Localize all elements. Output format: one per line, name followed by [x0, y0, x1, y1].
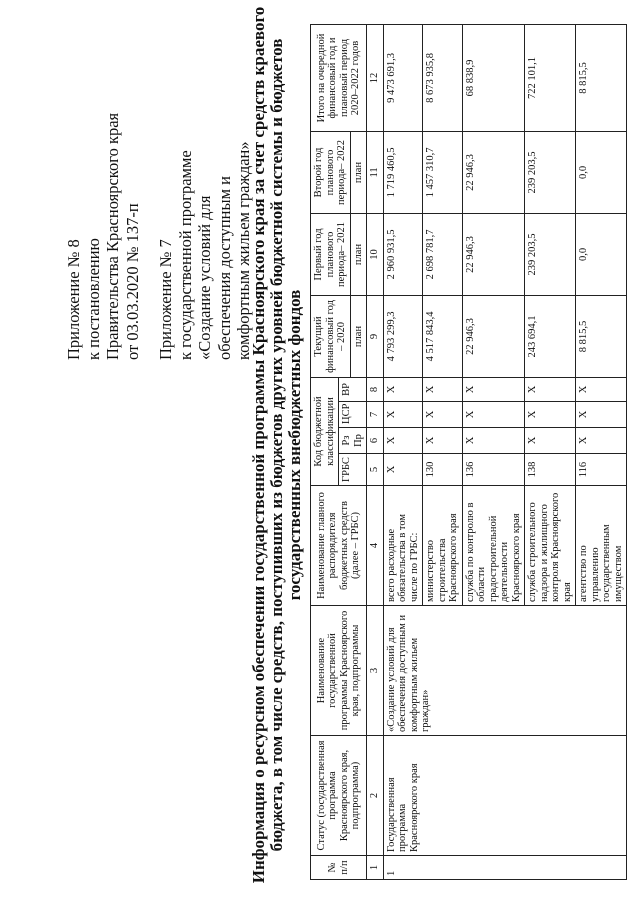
header-no: № п/п [311, 856, 367, 880]
grbs-code: X [383, 454, 423, 486]
appendix7-line: к государственной программе [175, 150, 195, 360]
header-program-name: Наименование государственной программы Красноярского края, подпрограммы [311, 606, 367, 736]
value-total: 722 101,1 [525, 24, 576, 131]
vr-code: X [576, 377, 627, 401]
grbs-name: министерство строительства Красноярского края [423, 486, 463, 606]
vr-code: X [525, 377, 576, 401]
colnum: 7 [367, 402, 384, 428]
grbs-code: 138 [525, 454, 576, 486]
header-status: Статус (государственная программа Красноярского края, подпрограмма) [311, 736, 367, 856]
value-total: 68 838,9 [462, 24, 525, 131]
grbs-name: служба по контролю в области градостроительной деятельности Красноярского края [462, 486, 525, 606]
value-2022: 1 719 460,5 [383, 131, 423, 213]
rzpr-code: X [383, 428, 423, 454]
row-program: «Создание условий для обеспечения доступным и комфортным жильем граждан» [383, 606, 627, 736]
value-total: 9 473 691,3 [383, 24, 423, 131]
header-second-plan-year: Второй год планового периода– 2022 [311, 131, 351, 213]
value-2022: 0,0 [576, 131, 627, 213]
csr-code: X [576, 402, 627, 428]
value-2022: 22 946,3 [462, 131, 525, 213]
header-row [311, 24, 339, 879]
value-2022: 1 457 310,7 [423, 131, 463, 213]
value-2020: 243 694,1 [525, 295, 576, 377]
value-2021: 0,0 [576, 213, 627, 295]
appendix8-line: от 03.03.2020 № 137-п [122, 203, 142, 360]
header-rzpr: Рз Пр [339, 428, 367, 454]
header-csr: ЦСР [339, 402, 367, 428]
header-first-plan-year: Первый год планового периода– 2021 [311, 213, 351, 295]
grbs-code: 136 [462, 454, 525, 486]
document-title [250, 5, 304, 885]
colnum: 5 [367, 454, 384, 486]
appendix7-line: обеспечения доступным и [214, 176, 234, 360]
colnum: 2 [367, 736, 384, 856]
header-code-group: Код бюджетной классификации [311, 377, 339, 485]
header-right [64, 20, 254, 360]
csr-code: X [462, 402, 525, 428]
rzpr-code: X [576, 428, 627, 454]
colnum: 10 [367, 213, 384, 295]
value-2020: 4 793 299,3 [383, 295, 423, 377]
value-2021: 2 698 781,7 [423, 213, 463, 295]
appendix8-title: Приложение № 8 [64, 239, 83, 360]
value-total: 8 673 935,8 [423, 24, 463, 131]
value-2021: 22 946,3 [462, 213, 525, 295]
value-2021: 239 203,5 [525, 213, 576, 295]
value-2020: 22 946,3 [462, 295, 525, 377]
value-2022: 239 203,5 [525, 131, 576, 213]
row-status: Государственная программа Красноярского края [383, 736, 627, 856]
colnum: 11 [367, 131, 384, 213]
colnum: 9 [367, 295, 384, 377]
header-vr: ВР [339, 377, 367, 401]
header-grbs: ГРБС [339, 454, 367, 486]
rzpr-code: X [525, 428, 576, 454]
row-number: 1 [383, 856, 627, 880]
value-2020: 8 815,5 [576, 295, 627, 377]
rzpr-code: X [462, 428, 525, 454]
colnum: 6 [367, 428, 384, 454]
header-grbs-name: Наименование главного распорядителя бюджетных средств (далее – ГРБС) [311, 486, 367, 606]
appendix7-line: «Создание условий для [195, 195, 214, 360]
appendix7-line: комфортным жильем граждан» [234, 141, 253, 360]
grbs-name: всего расходные обязательства в том числе по ГРБС: [383, 486, 423, 606]
colnum: 4 [367, 486, 384, 606]
csr-code: X [383, 402, 423, 428]
colnum: 8 [367, 377, 384, 401]
appendix8-line: Правительства Красноярского края [103, 112, 122, 360]
grbs-name: агентство по управлению государственным имуществом [576, 486, 627, 606]
title-line: Информация о ресурсном обеспечении государственной программы Красноярского края за счет средств краевого [249, 6, 268, 884]
header-total: Итого на очередной финансовый год и плановый период 2020–2022 годов [311, 24, 367, 131]
header-plan: план [350, 295, 367, 377]
vr-code: X [462, 377, 525, 401]
appendix7-title: Приложение № 7 [156, 239, 175, 360]
table-row [383, 24, 423, 879]
grbs-name: служба строительного надзора и жилищного контроля Красноярского края [525, 486, 576, 606]
grbs-code: 130 [423, 454, 463, 486]
rzpr-code: X [423, 428, 463, 454]
header-plan: план [350, 131, 367, 213]
vr-code: X [383, 377, 423, 401]
column-numbers-row [367, 24, 384, 879]
header-current-year: Текущий финансовый год – 2020 [311, 295, 351, 377]
value-total: 8 815,5 [576, 24, 627, 131]
vr-code: X [423, 377, 463, 401]
grbs-code: 116 [576, 454, 627, 486]
colnum: 3 [367, 606, 384, 736]
value-2021: 2 960 931,5 [383, 213, 423, 295]
csr-code: X [525, 402, 576, 428]
appendix8-line: к постановлению [83, 238, 103, 360]
csr-code: X [423, 402, 463, 428]
colnum: 12 [367, 24, 384, 131]
value-2020: 4 517 843,4 [423, 295, 463, 377]
resource-table [310, 24, 627, 880]
colnum: 1 [367, 856, 384, 880]
title-line: бюджета, в том числе средств, поступивших из бюджетов других уровней бюджетной системы и бюджетов [267, 38, 286, 852]
title-line: государственных внебюджетных фондов [285, 289, 304, 601]
header-plan: план [350, 213, 367, 295]
